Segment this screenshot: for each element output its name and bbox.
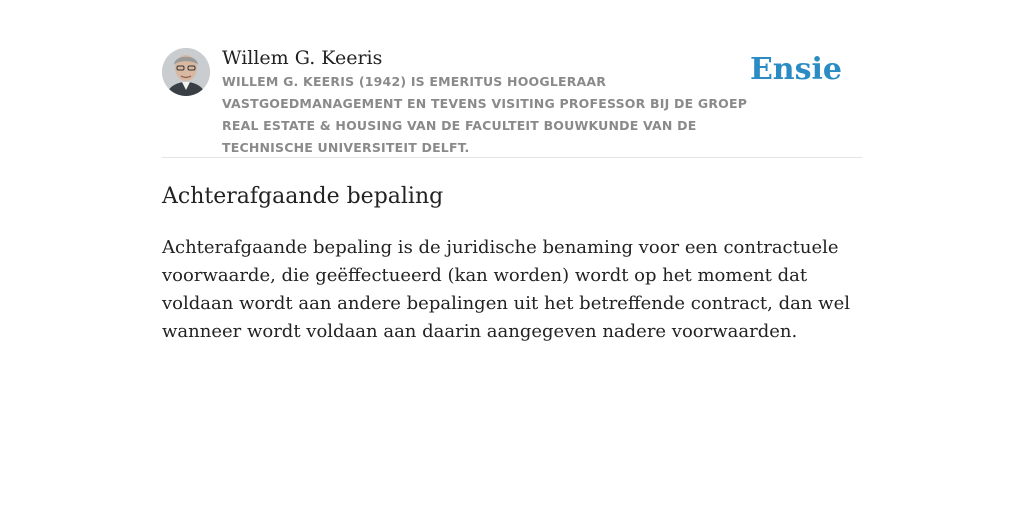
author-header <box>162 46 862 158</box>
entry-card <box>162 46 862 346</box>
author-photo-icon <box>162 48 210 96</box>
author-bio: WILLEM G. KEERIS (1942) IS EMERITUS HOOGLERAAR VASTGOEDMANAGEMENT EN TEVENS VISITING PROFESSOR BIJ DE GROEP REAL ESTATE & HOUSING VAN DE FACULTEIT BOUWKUNDE VAN DE TECHNISCHE UNIVERSITEIT DELFT. <box>222 74 748 155</box>
entry-title: Achterafgaande bepaling <box>162 184 444 209</box>
entry-definition: Achterafgaande bepaling is de juridische benaming voor een contractuele voorwaarde, die geëffectueerd (kan worden) wordt op het moment dat voldaan wordt aan andere bepalingen uit het betreffende contract, dan wel wanneer wordt voldaan aan daarin aangegeven nadere voorwaarden. <box>162 237 850 342</box>
author-avatar[interactable] <box>162 48 210 96</box>
ensie-logo[interactable]: Ensie <box>749 52 842 87</box>
author-name[interactable]: Willem G. Keeris <box>222 47 383 69</box>
